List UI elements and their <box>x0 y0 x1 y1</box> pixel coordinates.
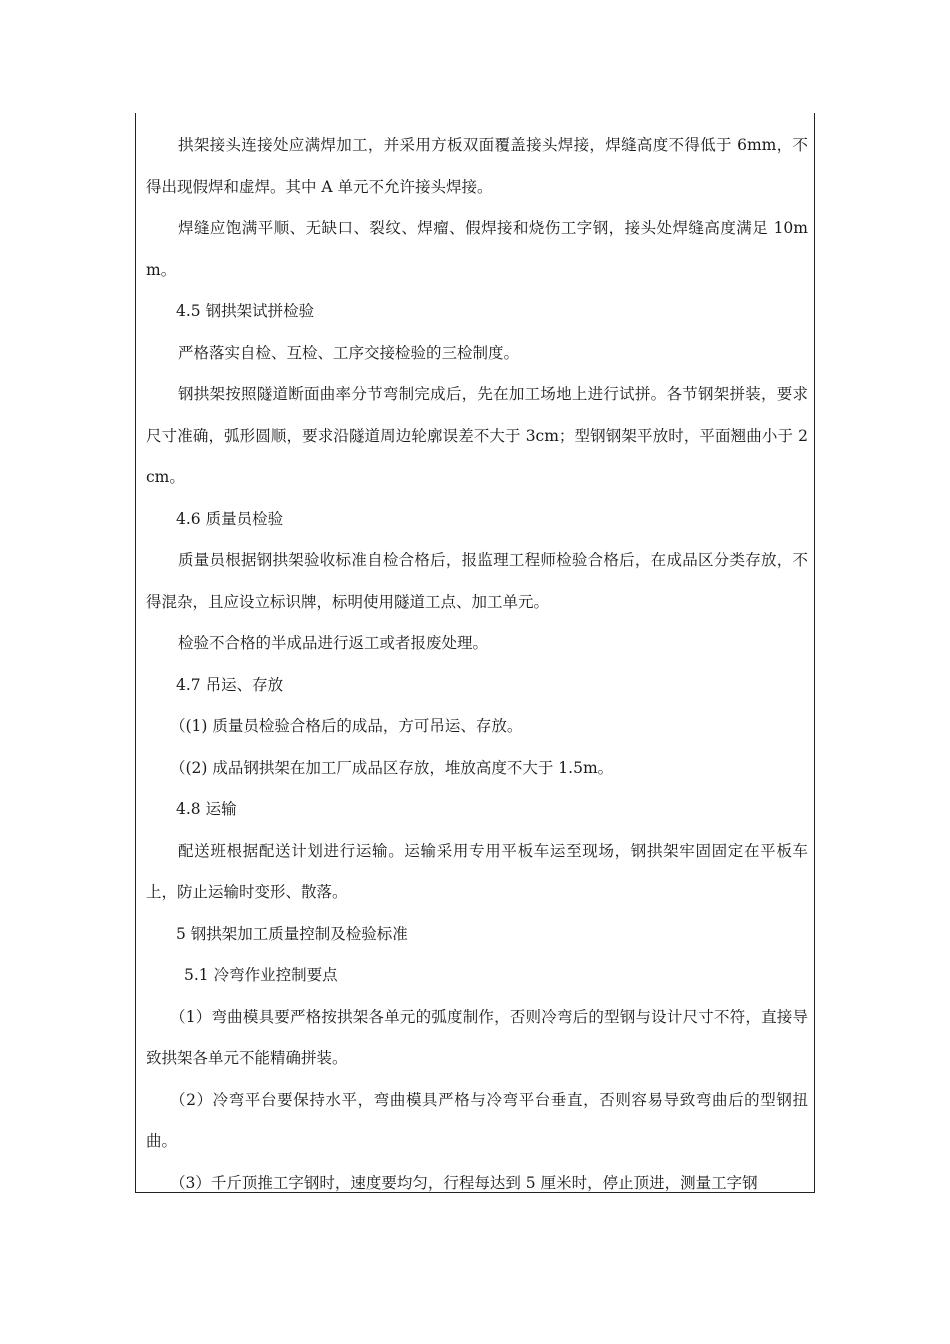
paragraph-inspection: 质量员根据钢拱架验收标准自检合格后，报监理工程师检验合格后，在成品区分类存放，不得混杂，且应设立标识牌，标明使用隧道工点、加工单元。 <box>146 551 808 611</box>
paragraph-rework: 检验不合格的半成品进行返工或者报废处理。 <box>178 634 489 652</box>
paragraph-cold-bend-1: （1）弯曲模具要严格按拱架各单元的弧度制作，否则冷弯后的型钢与设计尺寸不符，直接导致拱架各单元不能精确拼装。 <box>146 1007 808 1067</box>
paragraph-transport: 配送班根据配送计划进行运输。运输采用专用平板车运至现场，钢拱架牢固固定在平板车上，防止运输时变形、散落。 <box>146 841 808 901</box>
paragraph-weld-quality: 焊缝应饱满平顺、无缺口、裂纹、焊瘤、假焊接和烧伤工字钢，接头处焊缝高度满足 10mm。 <box>146 219 808 279</box>
heading-4-6: 4.6 质量员检验 <box>176 509 284 528</box>
heading-4-5: 4.5 钢拱架试拼检验 <box>176 302 315 320</box>
heading-5: 5 钢拱架加工质量控制及检验标准 <box>176 924 408 943</box>
paragraph-weld-joint: 拱架接头连接处应满焊加工，并采用方板双面覆盖接头焊接，焊缝高度不得低于 6mm，不得出现假焊和虚焊。其中 A 单元不允许接头焊接。 <box>146 136 808 196</box>
paragraph-lifting-2: （(2) 成品钢拱架在加工厂成品区存放，堆放高度不大于 1.5m。 <box>170 758 614 777</box>
paragraph-lifting-1: （(1) 质量员检验合格后的成品，方可吊运、存放。 <box>170 717 523 735</box>
paragraph-trial-assembly: 钢拱架按照隧道断面曲率分节弯制完成后，先在加工场地上进行试拼。各节钢架拼装，要求尺寸准确，弧形圆顺，要求沿隧道周边轮廓误差不大于 3cm；型钢钢架平放时，平面翘曲小于 2cm。 <box>146 385 808 486</box>
document-body <box>146 125 808 1204</box>
paragraph-cold-bend-3: （3）千斤顶推工字钢时，速度要均匀，行程每达到 5 厘米时，停止顶进，测量工字钢 <box>170 1173 758 1192</box>
document-frame <box>135 113 815 1193</box>
heading-4-8: 4.8 运输 <box>176 800 237 818</box>
heading-4-7: 4.7 吊运、存放 <box>176 675 284 694</box>
heading-5-1: 5.1 冷弯作业控制要点 <box>184 966 338 984</box>
paragraph-three-checks: 严格落实自检、互检、工序交接检验的三检制度。 <box>178 343 520 362</box>
paragraph-cold-bend-2: （2）冷弯平台要保持水平，弯曲模具严格与冷弯平台垂直，否则容易导致弯曲后的型钢扭曲。 <box>146 1090 808 1150</box>
